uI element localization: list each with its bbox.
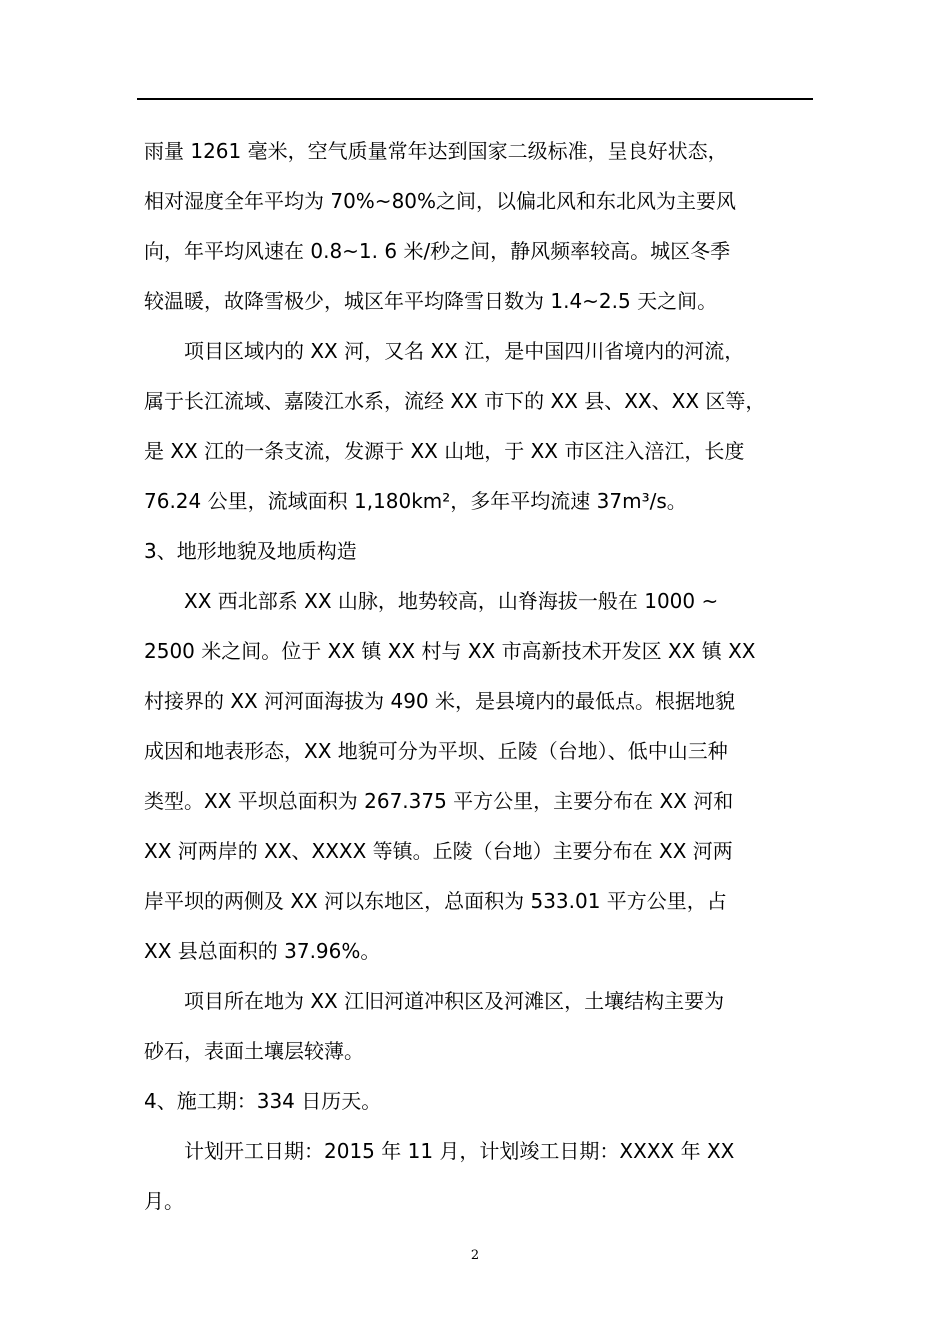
text-line: 较温暖，故降雪极少，城区年平均降雪日数为 1.4~2.5 天之间。 — [144, 289, 718, 313]
text-line: 相对湿度全年平均为 70%~80%之间，以偏北风和东北风为主要风 — [144, 189, 737, 213]
text-line: 岸平坝的两侧及 XX 河以东地区，总面积为 533.01 平方公里，占 — [144, 889, 727, 913]
text-line: 雨量 1261 毫米，空气质量常年达到国家二级标准，呈良好状态， — [144, 139, 728, 163]
text-line: XX 河两岸的 XX、XXXX 等镇。丘陵（台地）主要分布在 XX 河两 — [144, 839, 733, 863]
text-line: 项目区域内的 XX 河，又名 XX 江，是中国四川省境内的河流， — [144, 339, 745, 363]
section-heading-terrain: 3、地形地貌及地质构造 — [144, 539, 357, 563]
text-line: 月。 — [144, 1189, 184, 1213]
text-line: 砂石，表面土壤层较薄。 — [144, 1039, 364, 1063]
text-line: 属于长江流域、嘉陵江水系，流经 XX 市下的 XX 县、XX、XX 区等， — [144, 389, 766, 413]
text-line: 计划开工日期：2015 年 11 月，计划竣工日期：XXXX 年 XX — [144, 1139, 735, 1163]
text-line: 76.24 公里，流域面积 1,180km²，多年平均流速 37m³/s。 — [144, 489, 687, 513]
page-number: 2 — [470, 1248, 480, 1263]
header-rule — [137, 98, 813, 100]
text-line: 2500 米之间。位于 XX 镇 XX 村与 XX 市高新技术开发区 XX 镇 XX — [144, 639, 756, 663]
text-line: 项目所在地为 XX 江旧河道冲积区及河滩区，土壤结构主要为 — [144, 989, 725, 1013]
text-line: XX 西北部系 XX 山脉，地势较高，山脊海拔一般在 1000 ~ — [144, 589, 719, 613]
text-line: 类型。XX 平坝总面积为 267.375 平方公里，主要分布在 XX 河和 — [144, 789, 734, 813]
section-heading-schedule: 4、施工期：334 日历天。 — [144, 1089, 382, 1113]
text-line: 向，年平均风速在 0.8~1. 6 米/秒之间，静风频率较高。城区冬季 — [144, 239, 731, 263]
text-line: 成因和地表形态，XX 地貌可分为平坝、丘陵（台地）、低中山三种 — [144, 739, 728, 763]
body-text — [144, 126, 820, 1226]
text-line: XX 县总面积的 37.96%。 — [144, 939, 381, 963]
text-line: 是 XX 江的一条支流，发源于 XX 山地，于 XX 市区注入涪江，长度 — [144, 439, 745, 463]
text-line: 村接界的 XX 河河面海拔为 490 米，是县境内的最低点。根据地貌 — [144, 689, 736, 713]
